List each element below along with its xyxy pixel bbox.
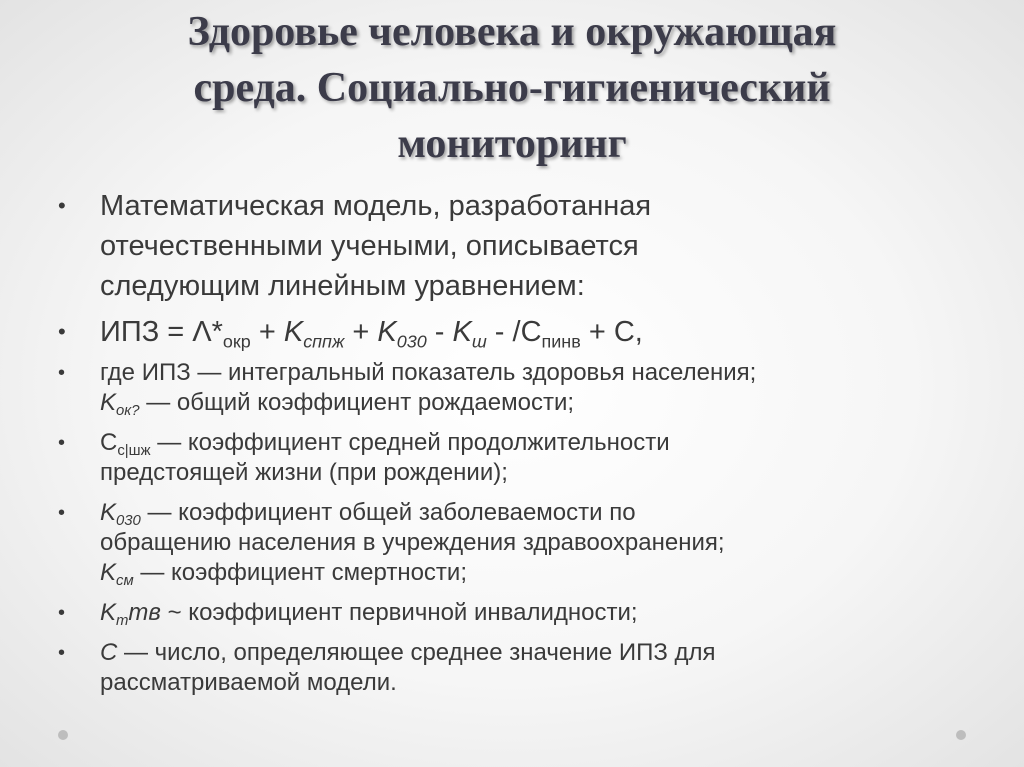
coef-symbol: С (100, 429, 118, 456)
slide-title (40, 4, 984, 172)
bullet-list (56, 186, 976, 708)
equation-part: + (344, 316, 378, 348)
bullet-text: Математическая модель, разработанная (100, 190, 652, 222)
bullet-text: отечественными учеными, описывается (100, 230, 639, 262)
bullet-text: рассматриваемой модели. (100, 669, 397, 696)
bullet-text: следующим линейным уравнением: (100, 270, 585, 302)
equation-part: ИПЗ = Λ* (100, 316, 223, 348)
equation-part: + С, (580, 316, 643, 348)
coef-description: — коэффициент средней продолжительности (150, 429, 670, 456)
coef-subscript: см (116, 573, 134, 590)
equation-part: + (250, 316, 284, 348)
equation-subscript: сппж (303, 331, 345, 352)
coef-symbol: С (100, 639, 118, 666)
coef-symbol: K (100, 389, 117, 416)
coef-symbol: K (100, 499, 117, 526)
bullet-item-life-expectancy (56, 428, 976, 488)
bullet-item-disability (56, 598, 976, 628)
equation-part: - (426, 316, 453, 348)
equation-part: K (452, 316, 472, 348)
coef-symbol-suffix: тв (128, 599, 161, 626)
coef-subscript: 030 (116, 513, 141, 530)
bullet-item-morbidity (56, 498, 976, 588)
coef-description: ~ коэффициент первичной инвалидности; (160, 599, 638, 626)
bullet-item-model (56, 186, 976, 306)
coef-subscript: ок? (116, 403, 140, 420)
bullet-item-equation (56, 312, 976, 352)
bullet-text (100, 388, 976, 418)
decorative-dot-icon (58, 730, 68, 740)
equation-subscript: 030 (396, 331, 427, 352)
bullet-icon: • (58, 362, 66, 384)
title-line: среда. Социально-гигиенический (193, 65, 831, 111)
coef-description: — общий коэффициент рождаемости; (139, 389, 575, 416)
coef-description: — коэффициент общей заболеваемости по (140, 499, 636, 526)
coef-subscript: с|шж (117, 443, 151, 460)
coef-description: — коэффициент смертности; (133, 559, 467, 586)
bullet-icon: • (58, 193, 66, 218)
equation (100, 312, 976, 352)
bullet-icon: • (58, 502, 66, 524)
equation-subscript: пинв (541, 331, 581, 352)
bullet-text (100, 638, 976, 668)
title-line: Здоровье человека и окружающая (187, 9, 837, 55)
coef-subscript: т (116, 613, 129, 630)
bullet-item-ipz-definition (56, 358, 976, 418)
bullet-text (100, 428, 976, 458)
decorative-dot-icon (956, 730, 966, 740)
coef-symbol: K (100, 599, 117, 626)
equation-subscript: ш (471, 331, 487, 352)
equation-part: K (377, 316, 397, 348)
coef-symbol: K (100, 559, 117, 586)
bullet-icon: • (58, 432, 66, 454)
equation-subscript: окр (222, 331, 251, 352)
bullet-icon: • (58, 642, 66, 664)
title-line: мониторинг (397, 121, 627, 167)
bullet-text (100, 598, 976, 628)
bullet-text: обращению населения в учреждения здравоохранения; (100, 529, 725, 556)
equation-part: - /С (486, 316, 542, 348)
bullet-icon: • (58, 319, 66, 344)
bullet-icon: • (58, 602, 66, 624)
bullet-text (100, 498, 976, 528)
equation-part: K (283, 316, 304, 348)
bullet-text: предстоящей жизни (при рождении); (100, 459, 508, 486)
bullet-text (100, 558, 976, 588)
bullet-text: где ИПЗ — интегральный показатель здоровья населения; (100, 359, 757, 386)
bullet-item-constant (56, 638, 976, 698)
coef-description: — число, определяющее среднее значение ИПЗ для (117, 639, 716, 666)
